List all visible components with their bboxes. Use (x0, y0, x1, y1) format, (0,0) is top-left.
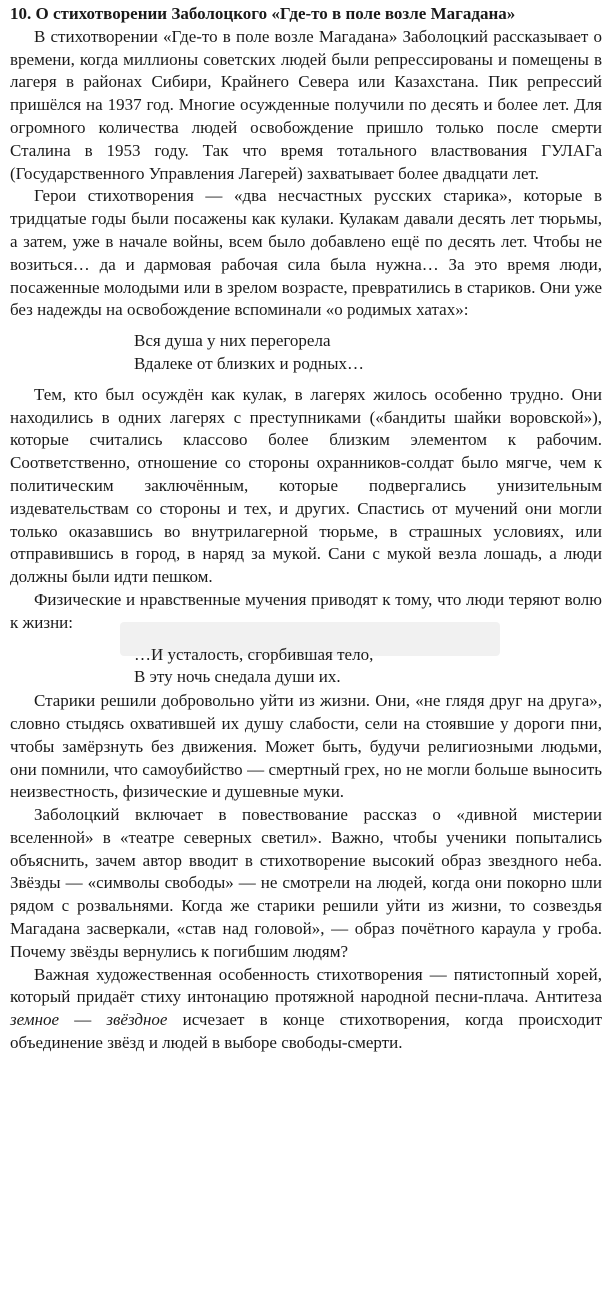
section-heading: 10. О стихотворении Заболоцкого «Где-то в поле возле Магадана» (10, 4, 516, 23)
poem-line: В эту ночь снедала души их. (134, 667, 341, 687)
poem-quote-2 (10, 644, 602, 690)
paragraph-heroes: Герои стихотворения — «два несчастных русских старика», которые в тридцатые годы были посажены как кулаки. Кулакам давали десять лет тюрьмы, а затем, уже в начале войны, всем было добавлено ещё по десять лет. Чтобы не возиться… да и дармовая рабочая сила была нужна… За это время люди, посаженные молодыми или в зрелом возрасте, превратились в стариков. Они уже без надежды на освобождение вспоминали «о родимых хатах»: (10, 186, 602, 320)
paragraph-torment: Физические и нравственные мучения приводят к тому, что люди теряют волю к жизни: (10, 589, 602, 632)
antithesis-starry: звёздное (106, 1010, 168, 1030)
meter-text-before: Важная художественная особенность стихотворения — пятистопный хорей, который придаёт стиху интонацию протяжной народной песни-плача. Антитеза (10, 964, 602, 1007)
paragraph-old-men: Старики решили добровольно уйти из жизни. Они, «не глядя друг на друга», словно стыдясь охватившей их душу слабости, сели на стоявшие у дороги пни, чтобы замёрзнуть без движения. Может быть, будучи религиозными людьми, они помнили, что самоубийство — смертный грех, но не могли больше выносить неизвестность, физические и душевные муки. (10, 691, 602, 802)
antithesis-dash: — (59, 1010, 107, 1030)
paragraph-stars: Заболоцкий включает в повествование рассказ о «дивной мистерии вселенной» в «театре северных светил». Важно, чтобы ученики попытались объяснить, зачем автор вводит в стихотворение высокий образ звездного неба. Звёзды — «символы свободы» — не смотрели на людей, когда они покорно шли рядом с розвальнями. Когда же старики решили уйти из жизни, то созвездья Магадана засверкали, «став над головой», — образ почётного караула у гроба. Почему звёзды вернулись к погибшим людям? (10, 805, 602, 961)
poem-line: …И усталость, сгорбившая тело, (134, 644, 374, 664)
poem-quote-1 (10, 330, 602, 376)
poem-line: Вся душа у них перегорела (134, 331, 331, 351)
meter-text-after: исчезает в конце стихотворения, когда происходит объединение звёзд и людей в выборе свободы-смерти. (10, 1010, 602, 1053)
paragraph-meter (10, 964, 602, 1055)
poem-line: Вдалеке от близких и родных… (134, 353, 365, 373)
antithesis-earthly: земное (10, 1010, 60, 1030)
paragraph-camps: Тем, кто был осуждён как кулак, в лагерях жилось особенно трудно. Они находились в одних лагерях с преступниками («бандиты шайки воровской»), которые считались классово более близким элементом к рабочим. Соответственно, отношение со стороны охранников-солдат было мягче, чем к политическим заключённым, которые подвергались унизительным издевательствам со стороны и тех, и других. Спастись от мучений они могли только оказавшись во внутрилагерной тюрьме, в страшных условиях, или отправившись в город, в наряд за мукой. Сани с мукой везла лошадь, а люди должны были идти пешком. (10, 384, 602, 587)
paragraph-intro: В стихотворении «Где-то в поле возле Магадана» Заболоцкий рассказывает о времени, когда миллионы советских людей были репрессированы и помещены в лагеря в районах Сибири, Крайнего Севера или Казахстана. Пик репрессий пришёлся на 1937 год. Многие осужденные получили по десять и более лет. Для огромного количества людей освобождение пришло только после смерти Сталина в 1953 году. Так что время тотального властвования ГУЛАГа (Государственного Управления Лагерей) захватывает более двадцати лет. (10, 26, 602, 183)
